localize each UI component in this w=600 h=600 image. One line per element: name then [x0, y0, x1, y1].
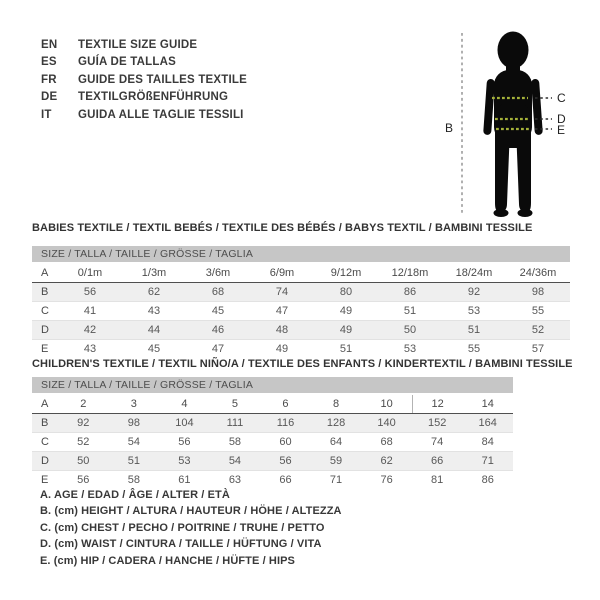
language-row — [41, 107, 247, 124]
table-cell: 5 — [231, 398, 238, 410]
legend-item: C. (cm) CHEST / PECHO / POITRINE / TRUHE / PETTO — [40, 521, 325, 534]
table-cell: 49 — [339, 324, 353, 336]
table-cell: 8 — [332, 398, 340, 410]
table-cell: 52 — [531, 324, 545, 336]
table-cell: 152 — [427, 417, 447, 429]
language-row — [41, 37, 247, 54]
row-letter: B — [41, 417, 49, 429]
table-cell: 71 — [481, 455, 494, 467]
table-cell: 74 — [275, 286, 289, 298]
table-cell: 41 — [83, 305, 97, 317]
table-row — [32, 414, 513, 433]
table-cell: 98 — [531, 286, 545, 298]
table-cell: 51 — [467, 324, 481, 336]
language-list — [41, 37, 247, 124]
table-cell: 12/18m — [391, 267, 429, 279]
row-letter: A — [41, 398, 49, 410]
table-cell: 42 — [83, 324, 97, 336]
table-cell: 4 — [181, 398, 188, 410]
language-row — [41, 72, 247, 89]
table-cell: 76 — [380, 474, 393, 486]
figure-label-waist: D — [557, 112, 566, 126]
table-cell: 71 — [329, 474, 343, 486]
size-figure — [425, 8, 600, 223]
table-cell: 56 — [178, 436, 191, 448]
size-header-bar: SIZE / TALLA / TAILLE / GRÖSSE / TAGLIA — [32, 246, 570, 262]
table-cell: 50 — [403, 324, 417, 336]
table-row — [32, 452, 513, 471]
table-cell: 53 — [178, 455, 191, 467]
row-letter: E — [41, 474, 49, 486]
babies-table — [32, 246, 570, 358]
table-cell: 66 — [279, 474, 292, 486]
table-cell: 68 — [380, 436, 393, 448]
table-cell: 56 — [77, 474, 90, 486]
table-row — [32, 283, 570, 302]
table-cell: 54 — [127, 436, 140, 448]
table-cell: 10 — [380, 398, 393, 410]
row-letter: E — [41, 343, 49, 355]
table-cell: 164 — [478, 417, 497, 429]
table-cell: 51 — [339, 343, 353, 355]
table-cell: 51 — [127, 455, 140, 467]
table-cell: 1/3m — [141, 267, 167, 279]
row-letter: A — [41, 267, 49, 279]
figure-label-hip: E — [557, 123, 566, 137]
table-cell: 43 — [83, 343, 97, 355]
table-cell: 98 — [127, 417, 140, 429]
table-cell: 53 — [467, 305, 481, 317]
row-letter: B — [41, 286, 49, 298]
table-cell: 140 — [377, 417, 396, 429]
legend-item: D. (cm) WAIST / CINTURA / TAILLE / HÜFTUNG / VITA — [40, 538, 322, 551]
table-cell: 111 — [226, 417, 244, 429]
table-cell: 64 — [329, 436, 343, 448]
table-row — [32, 340, 570, 358]
table-row — [32, 321, 570, 340]
language-code: IT — [41, 108, 52, 121]
legend-item: B. (cm) HEIGHT / ALTURA / HAUTEUR / HÖHE / ALTEZZA — [40, 505, 342, 518]
figure-label-height: B — [445, 121, 454, 135]
table-cell: 68 — [211, 286, 225, 298]
table-cell: 45 — [147, 343, 161, 355]
table-cell: 66 — [431, 455, 444, 467]
table-cell: 47 — [211, 343, 225, 355]
table-cell: 3/6m — [205, 267, 231, 279]
table-cell: 44 — [147, 324, 161, 336]
row-letter: C — [41, 436, 49, 448]
table-cell: 74 — [431, 436, 444, 448]
table-row — [32, 302, 570, 321]
table-cell: 56 — [279, 455, 292, 467]
table-row — [32, 395, 513, 414]
language-code: EN — [41, 39, 58, 51]
table-cell: 59 — [329, 455, 343, 467]
table-cell: 47 — [275, 305, 289, 317]
table-cell: 49 — [339, 305, 353, 317]
table-cell: 80 — [339, 286, 353, 298]
table-row — [32, 264, 570, 283]
row-letter: D — [41, 455, 49, 467]
table-cell: 43 — [147, 305, 161, 317]
table-cell: 81 — [431, 474, 444, 486]
table-cell: 53 — [403, 343, 417, 355]
table-cell: 58 — [127, 474, 140, 486]
table-cell: 128 — [326, 417, 346, 429]
table-cell: 92 — [467, 286, 481, 298]
table-cell: 18/24m — [455, 267, 493, 279]
language-label: GUÍA DE TALLAS — [78, 56, 176, 69]
table-cell: 55 — [467, 343, 481, 355]
table-cell: 61 — [178, 474, 191, 486]
language-row — [41, 89, 247, 106]
table-cell: 14 — [481, 398, 494, 410]
table-cell: 62 — [380, 455, 393, 467]
language-code: DE — [41, 91, 58, 104]
table-cell: 46 — [211, 324, 225, 336]
table-cell: 56 — [83, 286, 97, 298]
measurement-legend — [40, 487, 342, 569]
table-cell: 104 — [175, 417, 194, 429]
table-cell: 2 — [80, 398, 87, 410]
legend-item: E. (cm) HIP / CADERA / HANCHE / HÜFTE / HIPS — [40, 554, 295, 567]
table-cell: 6/9m — [269, 267, 295, 279]
table-cell: 51 — [403, 305, 417, 317]
table-cell: 0/1m — [77, 267, 103, 279]
child-silhouette-icon — [425, 8, 600, 223]
table-cell: 58 — [228, 436, 242, 448]
language-label: GUIDA ALLE TAGLIE TESSILI — [78, 108, 244, 121]
language-label: TEXTILGRÖßENFÜHRUNG — [78, 91, 229, 104]
table-cell: 45 — [211, 305, 225, 317]
table-cell: 3 — [130, 398, 137, 410]
table-cell: 6 — [282, 398, 289, 410]
table-cell: 55 — [531, 305, 545, 317]
size-header-bar: SIZE / TALLA / TAILLE / GRÖSSE / TAGLIA — [32, 377, 513, 393]
legend-item: A. AGE / EDAD / ÂGE / ALTER / ETÀ — [40, 489, 230, 501]
table-cell: 62 — [147, 286, 161, 298]
children-section-title: CHILDREN'S TEXTILE / TEXTIL NIÑO/A / TEXTILE DES ENFANTS / KINDERTEXTIL / BAMBINI TESSILE — [32, 358, 573, 370]
babies-section-title: BABIES TEXTILE / TEXTIL BEBÉS / TEXTILE DES BÉBÉS / BABYS TEXTIL / BAMBINI TESSILE — [32, 222, 533, 234]
language-row — [41, 54, 247, 71]
language-code: ES — [41, 56, 57, 69]
table-cell: 86 — [403, 286, 417, 298]
row-letter: C — [41, 305, 49, 317]
language-label: GUIDE DES TAILLES TEXTILE — [78, 73, 247, 86]
table-cell: 84 — [481, 436, 494, 448]
table-cell: 50 — [77, 455, 90, 467]
table-cell: 48 — [275, 324, 289, 336]
table-cell: 49 — [275, 343, 289, 355]
table-cell: 92 — [77, 417, 90, 429]
children-table — [32, 377, 513, 489]
table-cell: 116 — [276, 417, 295, 429]
table-cell: 63 — [228, 474, 242, 486]
language-label: TEXTILE SIZE GUIDE — [78, 39, 198, 51]
table-row — [32, 433, 513, 452]
table-cell: 54 — [228, 455, 242, 467]
table-cell: 52 — [77, 436, 90, 448]
table-cell: 24/36m — [519, 267, 557, 279]
table-cell: 9/12m — [330, 267, 362, 279]
language-code: FR — [41, 73, 57, 86]
table-cell: 60 — [279, 436, 292, 448]
table-cell: 12 — [412, 395, 463, 413]
child-silhouette — [483, 32, 543, 218]
figure-label-chest: C — [557, 91, 566, 105]
table-cell: 86 — [481, 474, 494, 486]
table-cell: 57 — [531, 343, 545, 355]
row-letter: D — [41, 324, 49, 336]
